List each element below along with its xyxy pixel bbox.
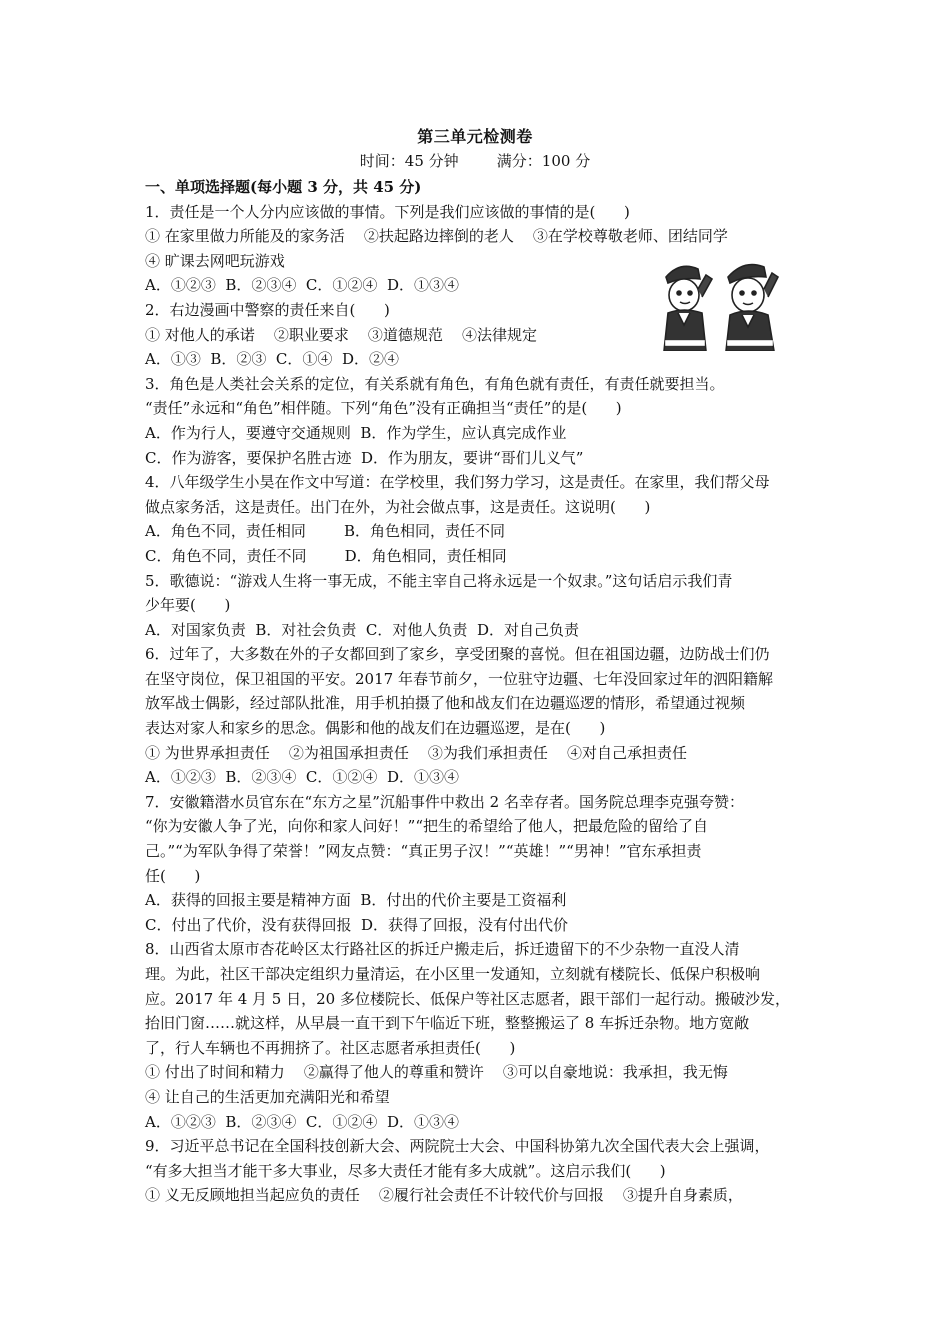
text-line: 3．角色是人类社会关系的定位，有关系就有角色，有角色就有责任，有责任就要担当。 [145, 374, 725, 393]
text-line: ① 为世界承担责任 ②为祖国承担责任 ③为我们承担责任 ④对自己承担责任 [145, 743, 687, 762]
text-line: 放军战士偶影，经过部队批准，用手机拍摄了他和战友们在边疆巡逻的情形，希望通过视频 [145, 694, 746, 713]
text-line: 2．右边漫画中警察的责任来自( ) [145, 300, 390, 319]
section-heading: 一、单项选择题(每小题 3 分，共 45 分) [145, 178, 422, 196]
text-line: 表达对家人和家乡的思念。偶影和他的战友们在边疆巡逻，是在( ) [145, 719, 606, 738]
text-line: 8．山西省太原市杏花岭区太行路社区的拆迁户搬走后，拆迁遗留下的不少杂物一直没人清 [145, 940, 740, 959]
police-officer-left [664, 266, 712, 351]
text-line: A．①②③ B．②③④ C．①②④ D．①③④ [145, 768, 459, 787]
text-line: ① 义无反顾地担当起应负的责任 ②履行社会责任不计较代价与回报 ③提升自身素质， [145, 1186, 743, 1205]
text-line: 抬旧门窗……就这样，从早晨一直干到下午临近下班，整整搬运了 8 车拆迁杂物。地方宽敞 [145, 1014, 750, 1033]
police-officer-right [726, 265, 778, 351]
text-line: “责任”永远和“角色”相伴随。下列“角色”没有正确担当“责任”的是( ) [145, 399, 622, 418]
text-line: C．角色不同，责任不同 D．角色相同，责任相同 [145, 546, 507, 565]
text-line: ① 付出了时间和精力 ②赢得了他人的尊重和赞许 ③可以自豪地说：我承担，我无悔 [145, 1063, 728, 1082]
text-line: ① 对他人的承诺 ②职业要求 ③道德规范 ④法律规定 [145, 325, 537, 344]
text-line: A．作为行人，要遵守交通规则 B．作为学生，应认真完成作业 [145, 423, 567, 442]
text-line: 应。2017 年 4 月 5 日，20 多位楼院长、低保户等社区志愿者，跟干部们一起行动。搬破沙发， [145, 989, 790, 1008]
text-line: C．付出了代价，没有获得回报 D．获得了回报，没有付出代价 [145, 915, 569, 934]
text-line: A．获得的回报主要是精神方面 B．付出的代价主要是工资福利 [145, 891, 567, 910]
text-line: 做点家务活，这是责任。出门在外，为社会做点事，这是责任。这说明( ) [145, 497, 651, 516]
text-line: “有多大担当才能干多大事业，尽多大责任才能有多大成就”。这启示我们( ) [145, 1161, 666, 1180]
text-line: 5．歌德说：“游戏人生将一事无成，不能主宰自己将永远是一个奴隶。”这句话启示我们青 [145, 571, 733, 590]
exam-meta: 时间：45 分钟 满分：100 分 [359, 152, 591, 170]
page-title: 第三单元检测卷 [417, 127, 533, 146]
police-cartoon-image [660, 255, 788, 351]
text-line: 己。”“为军队争得了荣誉！”网友点赞：“真正男子汉！”“英雄！”“男神！”官东承担责 [145, 842, 702, 861]
text-line: 少年要( ) [145, 596, 231, 615]
text-line: 6．过年了，大多数在外的子女都回到了家乡，享受团聚的喜悦。但在祖国边疆，边防战士们仍 [145, 645, 770, 664]
text-line: A．①②③ B．②③④ C．①②④ D．①③④ [145, 276, 459, 295]
text-line: 1．责任是一个人分内应该做的事情。下列是我们应该做的事情的是( ) [145, 202, 630, 221]
text-line: 理。为此，社区干部决定组织力量清运，在小区里一发通知，立刻就有楼院长、低保户积极响 [145, 965, 761, 983]
text-line: A．①③ B．②③ C．①④ D．②④ [145, 350, 399, 369]
text-line: A．角色不同，责任相同 B．角色相同，责任不同 [145, 522, 506, 541]
text-line: “你为安徽人争了光，向你和家人问好！”“把生的希望给了他人，把最危险的留给了自 [145, 817, 709, 836]
text-line: C．作为游客，要保护名胜古迹 D．作为朋友，要讲“哥们儿义气” [145, 448, 584, 467]
text-line: 在坚守岗位，保卫祖国的平安。2017 年春节前夕，一位驻守边疆、七年没回家过年的泗阳籍解 [145, 669, 773, 688]
text-line: 7．安徽籍潜水员官东在“东方之星”沉船事件中救出 2 名幸存者。国务院总理李克强夸赞： [145, 792, 744, 811]
text-line: A．对国家负责 B．对社会负责 C．对他人负责 D．对自己负责 [145, 620, 579, 639]
text-line: ④ 旷课去网吧玩游戏 [145, 251, 285, 270]
text-line: 4．八年级学生小昊在作文中写道：在学校里，我们努力学习，这是责任。在家里，我们帮父母 [145, 473, 770, 492]
text-line: A．①②③ B．②③④ C．①②④ D．①③④ [145, 1112, 459, 1131]
text-line: ④ 让自己的生活更加充满阳光和希望 [145, 1087, 390, 1106]
text-line: 了，行人车辆也不再拥挤了。社区志愿者承担责任( ) [145, 1038, 516, 1057]
text-line: 任( ) [145, 866, 201, 885]
text-line: ① 在家里做力所能及的家务活 ②扶起路边摔倒的老人 ③在学校尊敬老师、团结同学 [145, 227, 728, 246]
text-line: 9．习近平总书记在全国科技创新大会、两院院士大会、中国科协第九次全国代表大会上强调， [145, 1137, 770, 1156]
